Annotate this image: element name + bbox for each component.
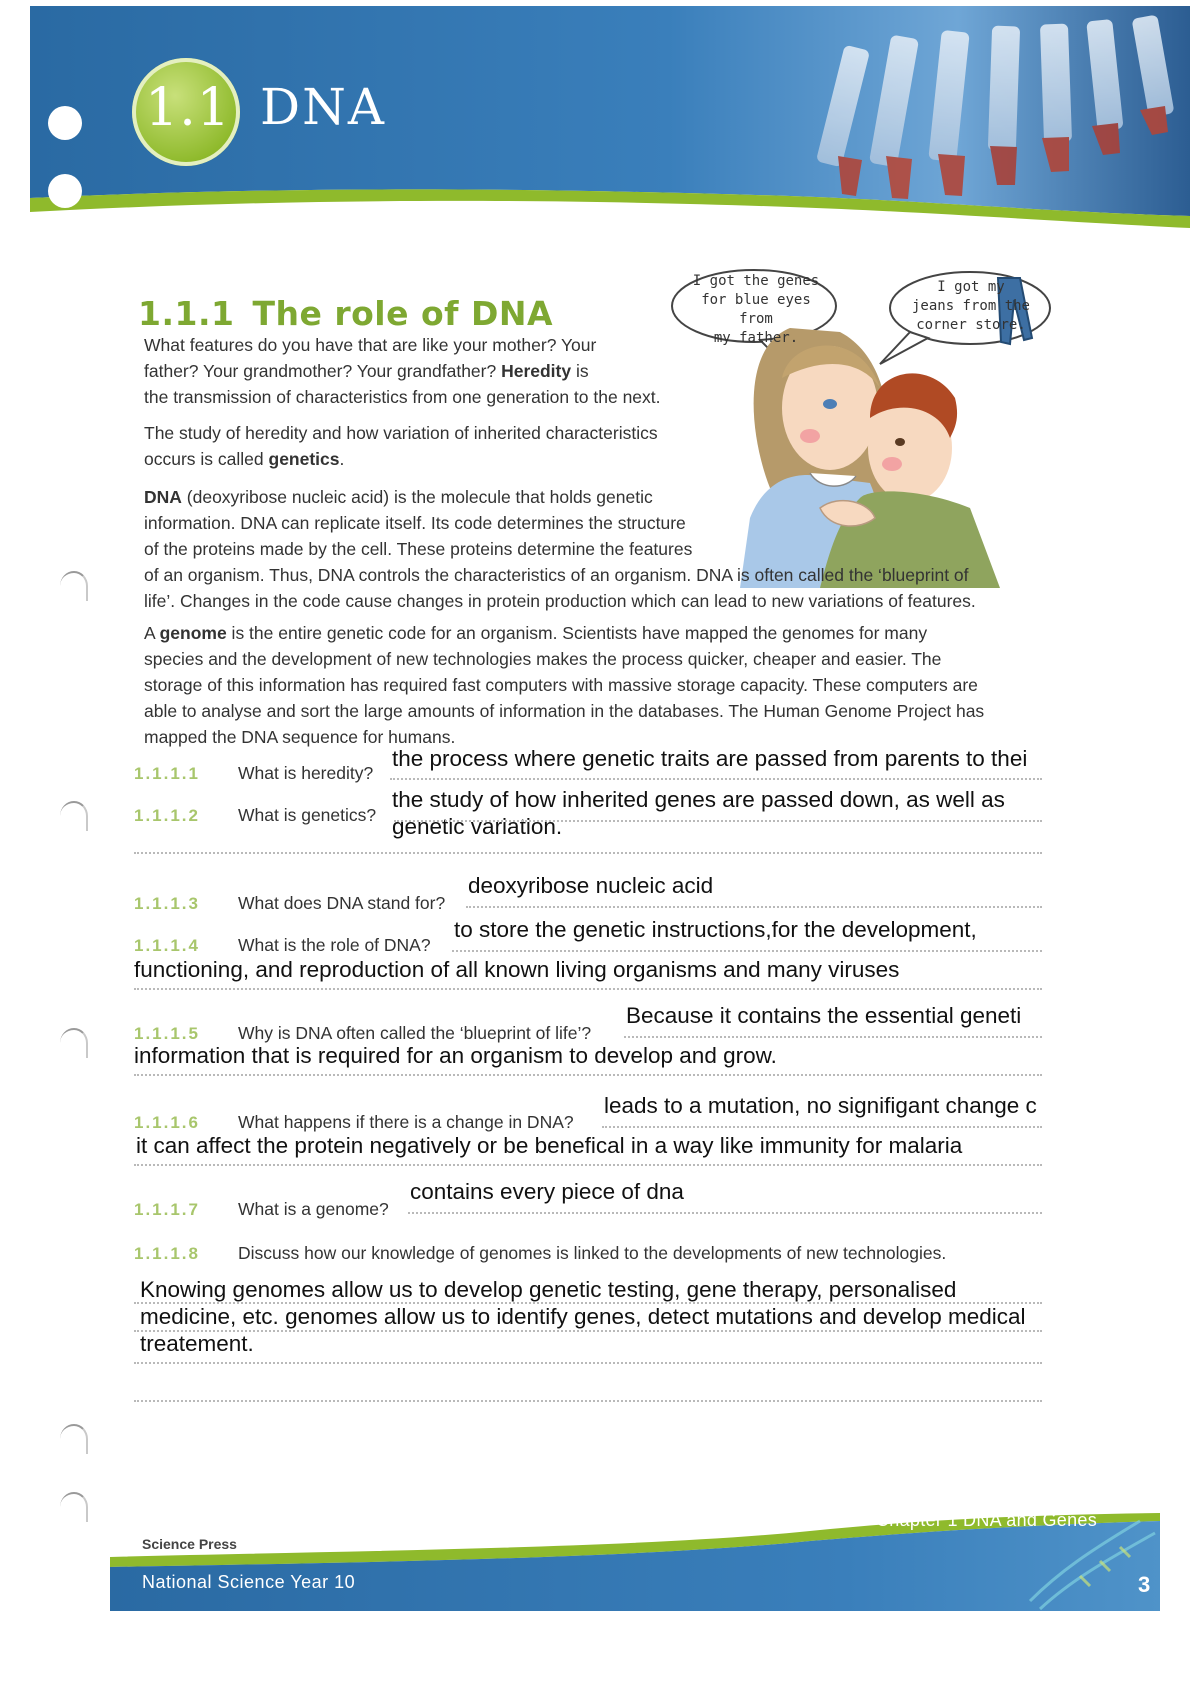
answer-line — [134, 1074, 1042, 1076]
question-number: 1.1.1.4 — [134, 936, 200, 955]
question-label: What happens if there is a change in DNA? — [238, 1112, 574, 1132]
answer-line — [134, 852, 1042, 854]
paragraph-genetics: The study of heredity and how variation of inherited characteristics occurs is called genetics. — [144, 423, 658, 469]
answer-field[interactable]: leads to a mutation, no signifigant change c — [604, 1093, 1037, 1118]
answer-line — [452, 950, 1042, 952]
answer-field[interactable]: contains every piece of dna — [410, 1179, 684, 1204]
question-label: Discuss how our knowledge of genomes is linked to the developments of new technologies. — [238, 1243, 947, 1263]
answer-line — [134, 1400, 1042, 1402]
question-number: 1.1.1.1 — [134, 764, 200, 783]
subsection-number: 1.1.1 — [138, 294, 235, 333]
subsection-heading — [138, 294, 553, 333]
section-title: DNA — [260, 78, 386, 136]
section-header-banner — [30, 6, 1190, 238]
footer-book-title: National Science Year 10 — [142, 1572, 356, 1592]
binder-ring — [60, 1424, 88, 1454]
answer-line — [394, 820, 1042, 822]
answer-line — [134, 1164, 1042, 1166]
page-number: 3 — [1138, 1572, 1151, 1597]
footer-chapter: Chapter 1 DNA and Genes — [876, 1510, 1098, 1530]
question-label: What is a genome? — [238, 1199, 389, 1219]
answer-field[interactable]: it can affect the protein negatively or be benefical in a way like immunity for malaria — [136, 1133, 963, 1158]
paragraph-dna: DNA (deoxyribose nucleic acid) is the molecule that holds genetic information. DNA can replicate itself. Its code determines the structure of the proteins made by the cell. These proteins determine the features of an organism. Thus, DNA controls the characteristics of an organism. DNA is often called the ‘blueprint of life’. Changes in the code cause changes in protein production which can lead to new variations of features. — [144, 487, 976, 611]
answer-field[interactable]: Knowing genomes allow us to develop genetic testing, gene therapy, personalised medicine, etc. genomes allow us to identify genes, detect mutations and develop medical treatement. — [140, 1277, 1026, 1356]
answer-line — [602, 1126, 1042, 1128]
section-number: 1.1 — [145, 78, 231, 138]
question-label: Why is DNA often called the ‘blueprint of life’? — [238, 1023, 592, 1043]
question-number: 1.1.1.3 — [134, 894, 200, 913]
paragraph-heredity: What features do you have that are like your mother? Your father? Your grandmother? Your grandfather? Heredity is the transmission of characteristics from one generation to the next. — [144, 335, 661, 407]
binder-ring — [60, 571, 88, 601]
footer-publisher: Science Press — [142, 1536, 237, 1552]
boy-speech-bubble: I got my jeans from the corner store. — [911, 279, 1030, 333]
girl-speech-bubble: I got the genes for blue eyes from my father. — [692, 273, 820, 346]
binder-ring — [60, 1028, 88, 1058]
question-number: 1.1.1.2 — [134, 806, 200, 825]
worksheet-page — [30, 6, 1190, 1611]
answer-field[interactable]: Because it contains the essential geneti — [626, 1003, 1022, 1028]
question-label: What is heredity? — [238, 763, 374, 783]
binder-hole — [48, 106, 82, 140]
question-number: 1.1.1.8 — [134, 1244, 200, 1263]
question-label: What is genetics? — [238, 805, 377, 825]
question-number: 1.1.1.5 — [134, 1024, 200, 1043]
answer-line — [390, 778, 1042, 780]
answer-line — [134, 1330, 1042, 1332]
question-number: 1.1.1.6 — [134, 1113, 200, 1132]
question-label: What does DNA stand for? — [238, 893, 446, 913]
answer-line — [624, 1036, 1042, 1038]
answer-field[interactable]: information that is required for an organism to develop and grow. — [134, 1043, 777, 1068]
answer-field[interactable]: to store the genetic instructions,for the development, — [454, 917, 977, 942]
binder-hole — [48, 174, 82, 208]
answer-field[interactable]: the process where genetic traits are passed from parents to thei — [392, 746, 1028, 771]
question-number: 1.1.1.7 — [134, 1200, 200, 1219]
answer-line — [408, 1212, 1042, 1214]
answer-line — [134, 988, 1042, 990]
answer-line — [134, 1302, 1042, 1304]
answer-field[interactable]: functioning, and reproduction of all known living organisms and many viruses — [134, 957, 900, 982]
answer-field[interactable]: the study of how inherited genes are passed down, as well as genetic variation. — [392, 787, 1005, 839]
answer-line — [134, 1362, 1042, 1364]
binder-ring — [60, 801, 88, 831]
paragraph-genome: A genome is the entire genetic code for an organism. Scientists have mapped the genomes for many species and the development of new technologies makes the process quicker, cheaper and easier. The storage of this information has required fast computers with massive storage capacity. These computers are able to analyse and sort the large amounts of information in the databases. The Human Genome Project has mapped the DNA sequence for humans. — [144, 623, 985, 747]
answer-line — [466, 906, 1042, 908]
question-label: What is the role of DNA? — [238, 935, 431, 955]
answer-field[interactable]: deoxyribose nucleic acid — [468, 873, 714, 898]
subsection-title: The role of DNA — [252, 294, 554, 333]
